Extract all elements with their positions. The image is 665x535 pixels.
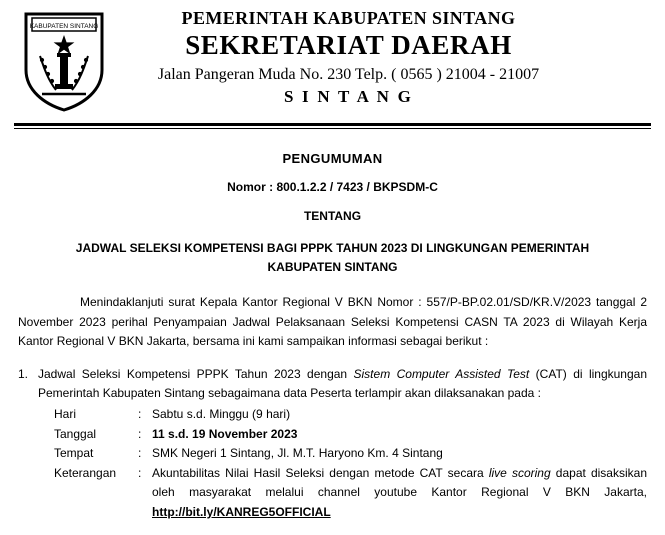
detail-separator: : <box>138 446 142 461</box>
letterhead <box>0 0 665 114</box>
detail-key: Tanggal <box>54 426 97 441</box>
intro-paragraph: Menindaklanjuti surat Kepala Kantor Regional V BKN Nomor : 557/P-BP.02.01/SD/KR.V/2023 tanggal 2 November 2023 perihal Penyampaian Jadwal Pelaksanaan Seleksi Kompetensi CASN TA 2023 di Wilayah Kerja Kantor Regional V BKN Jakarta, bersama ini kami sampaikan informasi sebagai berikut : <box>18 295 647 349</box>
coat-of-arms-icon <box>22 10 106 114</box>
table-row <box>54 425 647 444</box>
document-subject: JADWAL SELEKSI KOMPETENSI BAGI PPPK TAHUN 2023 DI LINGKUNGAN PEMERINTAH KABUPATEN SINTANG <box>75 241 590 274</box>
detail-key: Keterangan <box>54 465 117 480</box>
detail-key: Hari <box>54 407 77 422</box>
youtube-channel-link[interactable]: http://bit.ly/KANREG5OFFICIAL <box>152 504 331 519</box>
detail-value: Sabtu s.d. Minggu (9 hari) <box>152 407 291 422</box>
letterhead-address: Jalan Pangeran Muda No. 230 Telp. ( 0565 ) 21004 - 21007 <box>157 65 540 83</box>
header-divider-thin <box>14 128 651 129</box>
detail-value-keterangan <box>152 464 647 522</box>
letterhead-office-name: SEKRETARIAT DAERAH <box>185 29 512 60</box>
detail-value: SMK Negeri 1 Sintang, Jl. M.T. Haryono Km. 4 Sintang <box>152 446 443 461</box>
letterhead-city: S I N T A N G <box>283 86 414 106</box>
list-item <box>18 365 647 404</box>
keterangan-part2: dapat disaksikan oleh masyarakat melalui channel youtube Kantor Regional V BKN Jakarta, <box>152 465 647 500</box>
table-row <box>54 405 647 424</box>
crest-logo <box>18 8 110 114</box>
list-item-text-italic: Sistem Computer Assisted Test <box>353 366 530 381</box>
detail-separator: : <box>138 426 142 441</box>
letterhead-text <box>110 8 647 107</box>
detail-separator: : <box>138 407 142 422</box>
svg-text:KABUPATEN SINTANG: KABUPATEN SINTANG <box>29 23 99 30</box>
list-item-text <box>38 365 647 404</box>
header-divider-thick <box>14 123 651 126</box>
about-label: TENTANG <box>303 209 362 223</box>
table-row <box>54 444 647 463</box>
detail-value: 11 s.d. 19 November 2023 <box>152 426 298 441</box>
detail-separator: : <box>138 465 142 480</box>
keterangan-part1: Akuntabilitas Nilai Hasil Seleksi dengan metode CAT secara <box>152 465 489 480</box>
list-item-text-part2: (CAT) di lingkungan Pemerintah Kabupaten Sintang sebagaimana data Peserta terlampir akan dilaksanakan pada : <box>38 366 647 400</box>
announcement-title-block <box>0 151 665 276</box>
list-item-number: 1. <box>18 366 29 381</box>
document-number: Nomor : 800.1.2.2 / 7423 / BKPSDM-C <box>227 180 438 194</box>
table-row <box>54 464 647 522</box>
detail-key: Tempat <box>54 446 94 461</box>
page-title: PENGUMUMAN <box>282 151 383 166</box>
letterhead-government-name: PEMERINTAH KABUPATEN SINTANG <box>181 8 516 28</box>
keterangan-italic: live scoring <box>488 465 551 480</box>
schedule-details-table <box>54 405 647 522</box>
document-body <box>0 293 665 522</box>
list-item-text-part1: Jadwal Seleksi Kompetensi PPPK Tahun 2023 dengan <box>38 366 354 381</box>
